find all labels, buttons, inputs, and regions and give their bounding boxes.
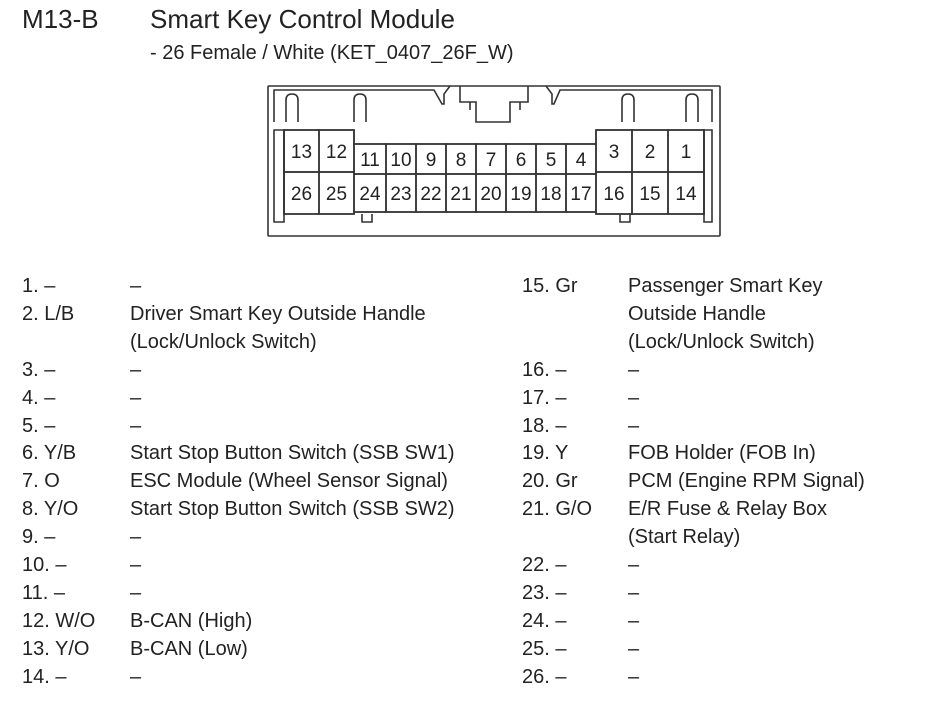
pin-entry (22, 580, 455, 608)
pin-description: ESC Module (Wheel Sensor Signal) (130, 470, 448, 493)
pin-entry (22, 413, 455, 441)
pin-description: – (628, 386, 640, 409)
key-post (286, 94, 298, 122)
pin-description: Start Stop Button Switch (SSB SW2) (130, 498, 455, 521)
pin-wire-code: 9. – (22, 526, 56, 549)
pin-number: 2 (644, 142, 656, 163)
pin-number: 13 (290, 142, 313, 163)
pin-entry (22, 440, 455, 468)
pin-wire-code: 22. – (522, 554, 567, 577)
pin-description: – (628, 637, 640, 660)
pin-entry (522, 413, 865, 441)
pin-wire-code: 2. L/B (22, 302, 75, 325)
pin-number: 23 (390, 184, 412, 205)
key-post (622, 94, 634, 122)
pin-number: 12 (325, 142, 348, 163)
pin-entry (22, 468, 455, 496)
pin-number: 19 (510, 184, 532, 205)
pin-entry (22, 636, 455, 664)
pin-description: PCM (Engine RPM Signal) (628, 470, 865, 493)
pin-entry (522, 385, 865, 413)
pin-number: 8 (455, 150, 467, 171)
pin-description: – (628, 554, 640, 577)
connector-spec: - 26 Female / White (KET_0407_26F_W) (150, 42, 514, 64)
pin-number: 10 (390, 150, 412, 171)
pin-entry (522, 468, 865, 496)
pin-description: (Lock/Unlock Switch) (628, 330, 815, 353)
pin-description: – (628, 414, 640, 437)
pin-number: 15 (639, 184, 661, 205)
pin-grid (284, 130, 704, 214)
pin-entry (22, 664, 455, 692)
pin-wire-code: 6. Y/B (22, 442, 77, 465)
pin-wire-code: 8. Y/O (22, 498, 79, 521)
pin-entry (522, 301, 865, 329)
pin-entry (22, 329, 455, 357)
pin-description: – (628, 581, 640, 604)
pin-wire-code: 21. G/O (522, 498, 593, 521)
pin-wire-code (22, 329, 130, 357)
pin-wire-code: 10. – (22, 554, 67, 577)
pin-entry (522, 608, 865, 636)
connector-diagram (264, 82, 724, 242)
pin-wire-code: 4. – (22, 386, 56, 409)
pin-description: Driver Smart Key Outside Handle (130, 302, 426, 325)
pin-wire-code (522, 329, 628, 357)
page-title: Smart Key Control Module (150, 4, 455, 34)
side-rail (274, 130, 284, 222)
pin-number: 21 (450, 184, 472, 205)
housing-profile (274, 86, 712, 122)
pin-wire-code: 15. Gr (522, 275, 578, 297)
connector-code: M13-B (22, 4, 99, 34)
pin-entry (22, 357, 455, 385)
pin-entry (522, 329, 865, 357)
pin-entry (22, 301, 455, 329)
pin-wire-code: 26. – (522, 665, 567, 688)
key-post (354, 94, 366, 122)
pin-description: – (130, 526, 142, 549)
pin-description: – (628, 358, 640, 381)
side-rail (704, 130, 712, 222)
pin-wire-code: 13. Y/O (22, 637, 90, 660)
pin-description: (Start Relay) (628, 526, 741, 549)
pin-description: (Lock/Unlock Switch) (130, 330, 317, 353)
pin-wire-code (522, 524, 628, 552)
pin-description: B-CAN (Low) (130, 637, 248, 660)
pin-number: 9 (425, 150, 437, 171)
pin-entry (522, 524, 865, 552)
pin-entry (522, 580, 865, 608)
bottom-key (362, 214, 372, 222)
pin-entry (22, 385, 455, 413)
pin-number: 16 (603, 184, 625, 205)
bottom-key (620, 214, 630, 222)
pin-description: – (130, 581, 142, 604)
pin-number: 11 (360, 150, 380, 171)
pin-number: 1 (680, 142, 692, 163)
pin-entry (522, 664, 865, 692)
pin-entry (22, 608, 455, 636)
pin-number: 6 (515, 150, 527, 171)
pin-entry (22, 524, 455, 552)
pin-description: Start Stop Button Switch (SSB SW1) (130, 442, 455, 465)
pin-entry (22, 273, 455, 301)
pin-description: – (130, 275, 142, 297)
pin-description: – (130, 358, 142, 381)
pin-wire-code: 1. – (22, 275, 56, 297)
pin-wire-code: 5. – (22, 414, 56, 437)
pin-description: Outside Handle (628, 302, 766, 325)
pin-description: – (130, 665, 142, 688)
pin-description: – (130, 414, 142, 437)
pin-number: 20 (480, 184, 502, 205)
pin-entry (522, 496, 865, 524)
pin-wire-code: 12. W/O (22, 609, 96, 632)
pin-wire-code: 11. – (22, 581, 65, 604)
pin-list-right (522, 273, 865, 692)
pin-entry (522, 357, 865, 385)
pin-number: 26 (290, 184, 313, 205)
pin-wire-code: 23. – (522, 581, 567, 604)
pin-wire-code: 20. Gr (522, 470, 578, 493)
pin-number: 5 (545, 150, 557, 171)
pin-wire-code: 25. – (522, 637, 567, 660)
pin-number: 7 (485, 150, 497, 171)
pin-wire-code (522, 301, 628, 329)
pin-number: 3 (608, 142, 620, 163)
pin-number: 25 (325, 184, 348, 205)
pin-wire-code: 24. – (522, 609, 567, 632)
pin-wire-code: 14. – (22, 665, 67, 688)
pin-wire-code: 3. – (22, 358, 56, 381)
pin-entry (522, 273, 865, 301)
pin-description: E/R Fuse & Relay Box (628, 498, 827, 521)
pin-number: 18 (540, 184, 562, 205)
key-post (686, 94, 698, 122)
pin-description: B-CAN (High) (130, 609, 253, 632)
pin-description: Passenger Smart Key (628, 275, 823, 297)
pin-wire-code: 7. O (22, 470, 60, 493)
pin-wire-code: 18. – (522, 414, 567, 437)
pin-list-left (22, 273, 455, 692)
pin-number: 24 (359, 184, 381, 205)
pin-description: – (130, 386, 142, 409)
latch-detail (470, 102, 520, 110)
pin-number: 14 (675, 184, 697, 205)
pin-entry (522, 636, 865, 664)
pin-entry (22, 552, 455, 580)
pin-description: – (628, 609, 640, 632)
pin-entry (522, 552, 865, 580)
pin-wire-code: 16. – (522, 358, 567, 381)
pin-wire-code: 17. – (522, 386, 567, 409)
pin-entry (522, 440, 865, 468)
pin-entry (22, 496, 455, 524)
pin-description: FOB Holder (FOB In) (628, 442, 816, 465)
pin-number: 17 (570, 184, 592, 205)
pin-wire-code: 19. Y (522, 442, 569, 465)
pin-description: – (130, 554, 142, 577)
pin-number: 22 (420, 184, 442, 205)
pin-description: – (628, 665, 640, 688)
pin-number: 4 (575, 150, 587, 171)
